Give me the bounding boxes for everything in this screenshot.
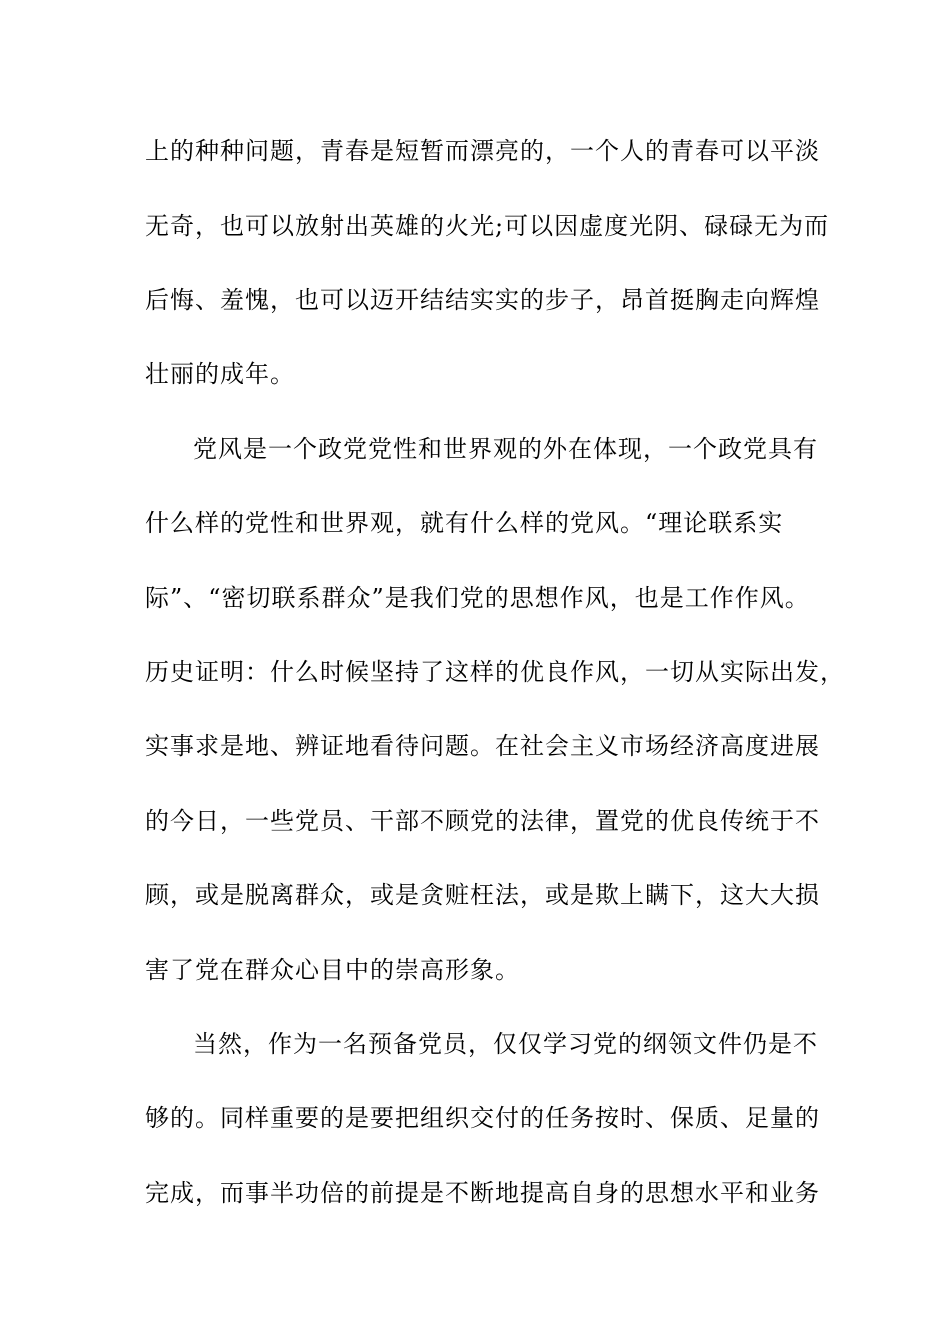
text-line: 后悔、羞愧，也可以迈开结结实实的步子，昂首挺胸走向辉煌 <box>145 286 820 314</box>
text-line: 完成，而事半功倍的前提是不断地提高自身的思想水平和业务 <box>145 1179 820 1207</box>
text-line: 历史证明：什么时候坚持了这样的优良作风，一切从实际出发， <box>145 658 845 686</box>
text-line: 际”、“密切联系群众”是我们党的思想作风，也是工作作风。 <box>145 584 810 612</box>
text-line: 害了党在群众心目中的崇高形象。 <box>145 956 520 984</box>
paragraph-first-line: 党风是一个政党党性和世界观的外在体现，一个政党具有 <box>193 435 818 463</box>
text-line: 壮丽的成年。 <box>145 360 295 388</box>
text-line: 的今日，一些党员、干部不顾党的法律，置党的优良传统于不 <box>145 807 820 835</box>
text-line: 上的种种问题，青春是短暂而漂亮的，一个人的青春可以平淡 <box>145 137 820 165</box>
text-line: 实事求是地、辨证地看待问题。在社会主义市场经济高度进展 <box>145 732 820 760</box>
text-line: 无奇，也可以放射出英雄的火光;可以因虚度光阴、碌碌无为而 <box>145 212 830 240</box>
paragraph-first-line: 当然，作为一名预备党员，仅仅学习党的纲领文件仍是不 <box>193 1030 818 1058</box>
text-line: 顾，或是脱离群众，或是贪赃枉法，或是欺上瞒下，这大大损 <box>145 881 820 909</box>
text-line: 什么样的党性和世界观，就有什么样的党风。“理论联系实 <box>145 509 784 537</box>
text-line: 够的。同样重要的是要把组织交付的任务按时、保质、足量的 <box>145 1104 820 1132</box>
